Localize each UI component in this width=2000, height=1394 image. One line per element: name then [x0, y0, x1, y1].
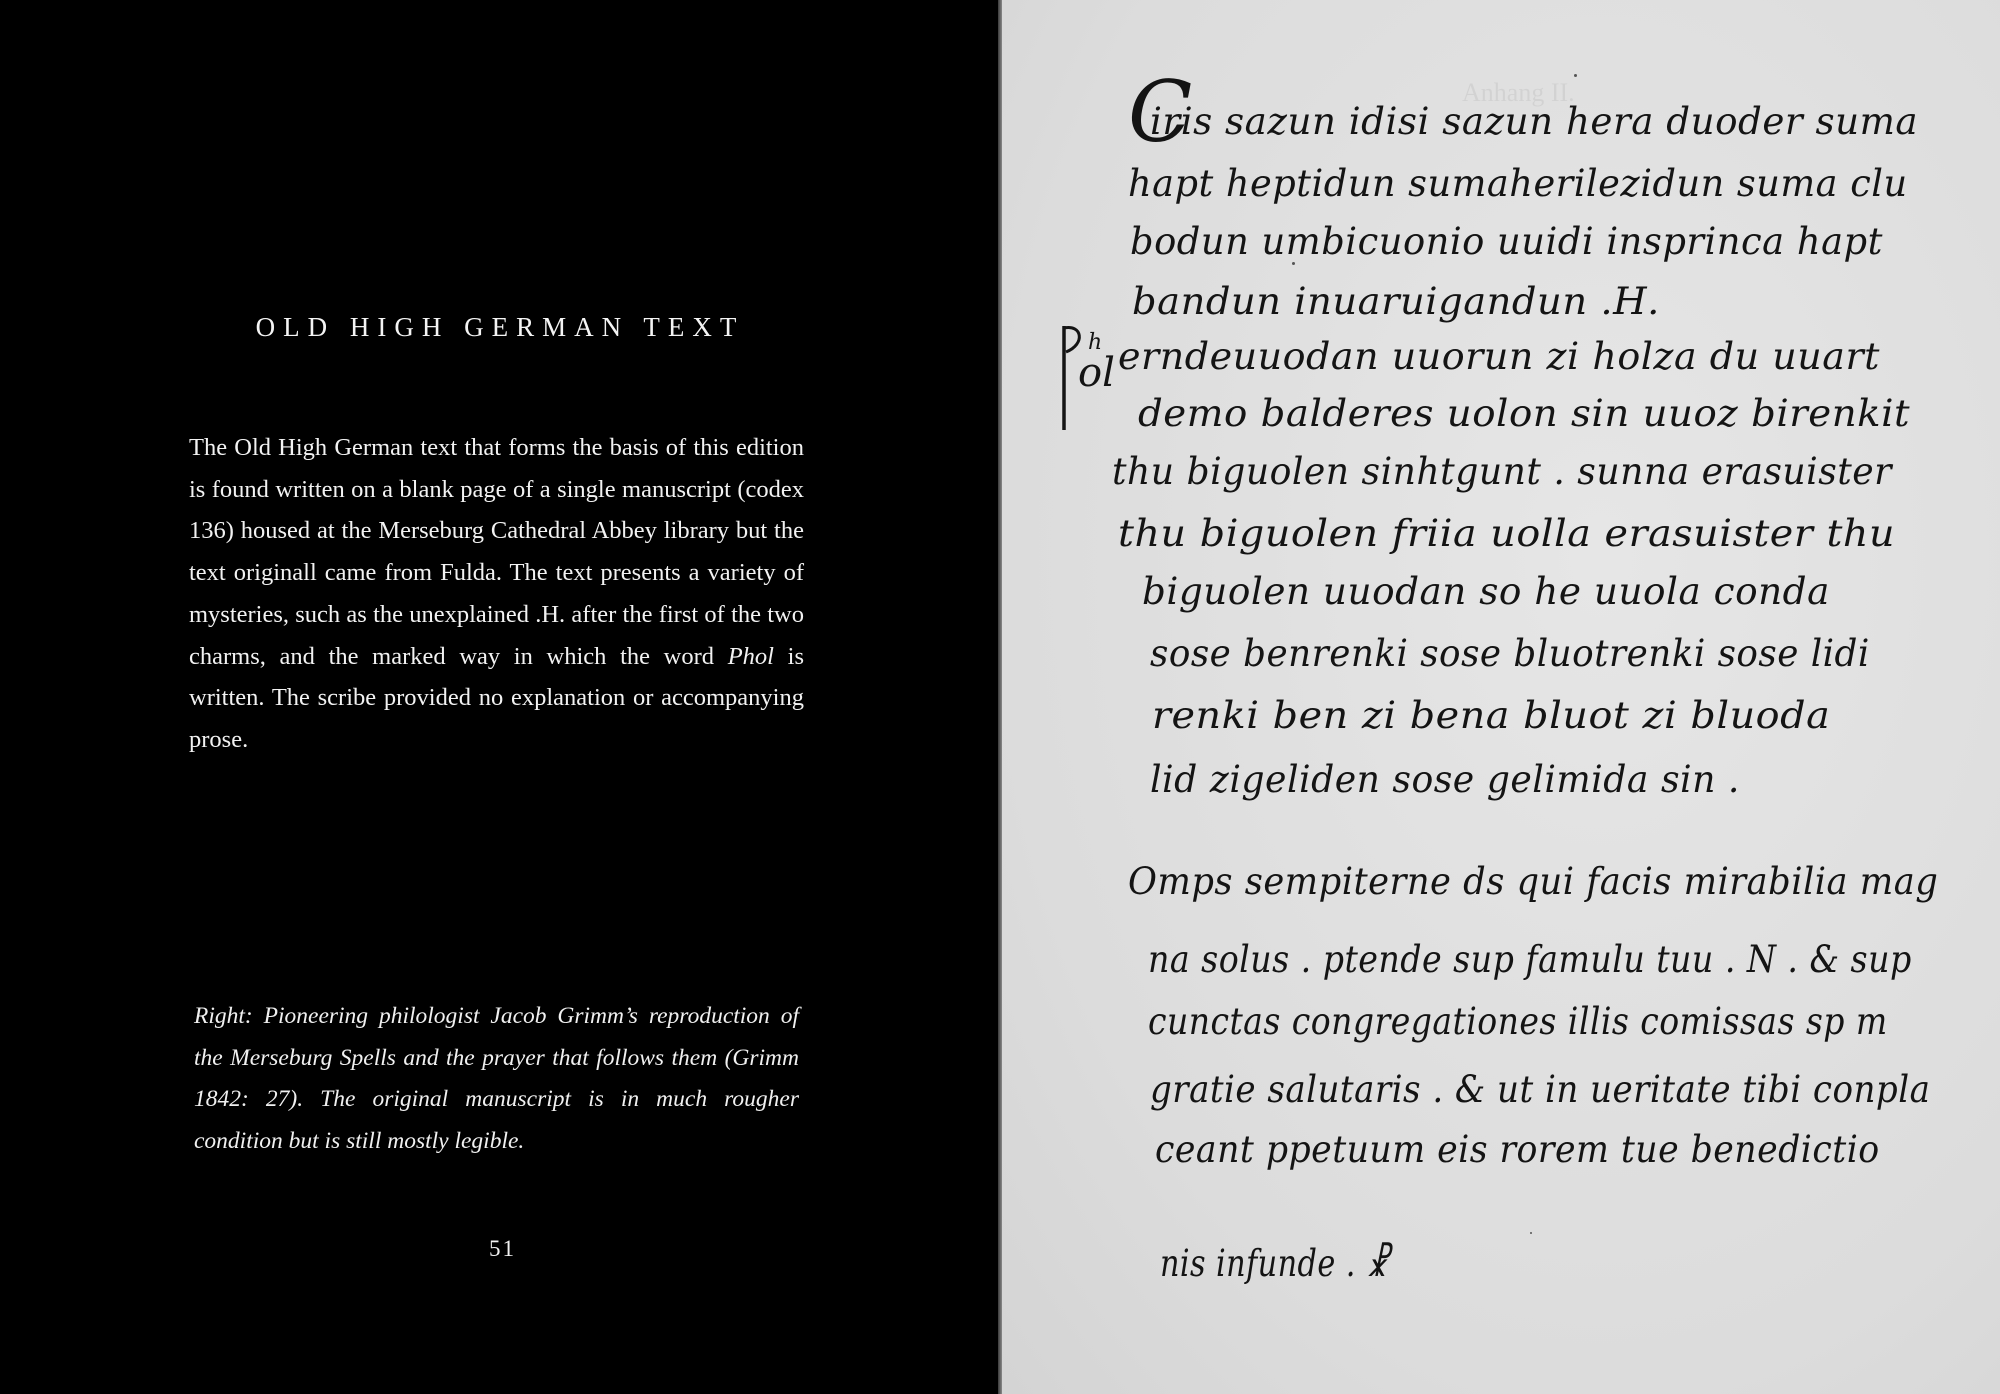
manuscript-line: lid zigeliden sose gelimida sin .: [1150, 758, 1740, 801]
manuscript-line: iris sazun idisi sazun hera duoder suma: [1150, 100, 1919, 143]
bleed-through-text: Anhang II.: [1462, 78, 1575, 107]
manuscript-phol-ol: ol: [1078, 350, 1115, 396]
manuscript-line: nis infunde . ☧: [1160, 1242, 1390, 1285]
manuscript-line: renki ben zi bena bluot zi bluoda: [1152, 694, 1831, 737]
manuscript-line: bandun inuaruigandun .H.: [1132, 280, 1660, 323]
manuscript-line: bodun umbicuonio uuidi insprinca hapt: [1130, 220, 1883, 263]
manuscript-line: thu biguolen sinhtgunt . sunna erasuister: [1112, 450, 1892, 493]
manuscript-line: Omps sempiterne ds qui facis mirabilia mag: [1128, 860, 1939, 903]
body-text-start: The Old High German text that forms the basis of this edition is found written on a blank page of a single manuscript (codex 136) housed at the Merseburg Cathedral Abbey library but the text originall came from Fulda. The text presents a variety of mysteries, such as the unexplained .H. after the first of the two charms, and the marked way in which the word: [189, 434, 804, 670]
manuscript-superscript-h: h: [1088, 330, 1103, 355]
figure-caption: Right: Pioneering philologist Jacob Grimm’s reproduction of the Merseburg Spells and the prayer that follows them (Grimm 1842: 27). The original manuscript is in much rougher condition but is still mostly legible.: [194, 1003, 799, 1155]
body-italic-word: Phol: [727, 642, 774, 670]
manuscript-initial-c: C: [1128, 63, 1193, 161]
manuscript-line: biguolen uuodan so he uuola conda: [1142, 570, 1830, 613]
page-number: 51: [489, 1236, 516, 1261]
manuscript-line: sose benrenki sose bluotrenki sose lidi: [1150, 632, 1870, 675]
manuscript-line: ceant ppetuum eis rorem tue benedictio: [1155, 1128, 1880, 1171]
manuscript-line: gratie salutaris . & ut in ueritate tibi conpla: [1150, 1068, 1931, 1111]
section-heading: OLD HIGH GERMAN TEXT: [255, 312, 745, 342]
manuscript-line: hapt heptidun sumaherilezidun suma clu: [1128, 162, 1908, 205]
manuscript-line: thu biguolen friia uolla erasuister thu: [1118, 512, 1896, 555]
manuscript-line: cunctas congregationes illis comissas sp m: [1148, 1000, 1888, 1043]
body-text-end: is written. The scribe provided no explanation or accompanying prose.: [189, 642, 804, 753]
manuscript-line: demo balderes uolon sin uuoz birenkit: [1138, 392, 1911, 435]
manuscript-line: erndeuuodan uuorun zi holza du uuart: [1118, 335, 1880, 378]
manuscript-line: na solus . ptende sup famulu tuu . N . & sup: [1148, 938, 1912, 981]
